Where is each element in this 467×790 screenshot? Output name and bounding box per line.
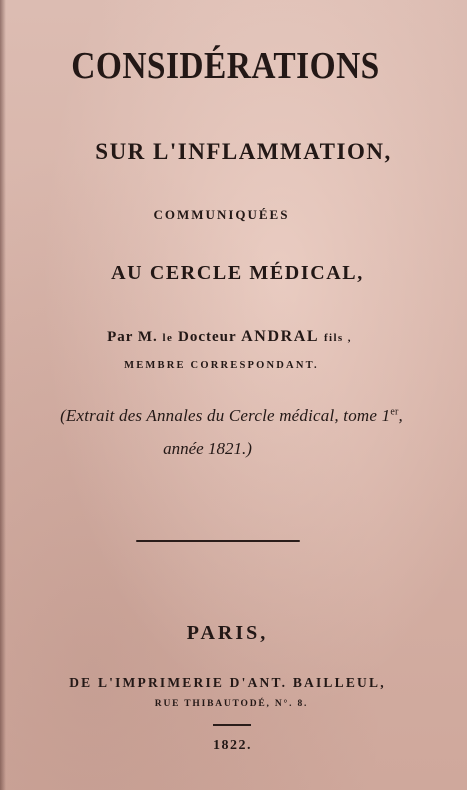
extract-superscript: er — [390, 406, 399, 418]
author-role: MEMBRE CORRESPONDANT. — [124, 360, 319, 371]
author-le: le — [162, 332, 174, 344]
audience-line: AU CERCLE MÉDICAL, — [111, 262, 364, 284]
imprint-printer: DE L'IMPRIMERIE D'ANT. BAILLEUL, — [69, 675, 386, 690]
author-suffix: fils , — [323, 332, 352, 344]
extract-tail: , — [398, 406, 403, 425]
extract-note — [0, 406, 465, 426]
book-gutter-shadow — [0, 0, 6, 790]
book-title: CONSIDÉRATIONS — [71, 45, 380, 87]
author-name: ANDRAL — [241, 328, 320, 345]
imprint-address: RUE THIBAUTODÉ, N°. 8. — [154, 699, 309, 709]
short-divider — [213, 724, 251, 726]
divider-rule — [136, 540, 300, 542]
author-title: Docteur — [178, 329, 237, 345]
extract-text: (Extrait des Annales du Cercle médical, tome 1 — [60, 406, 391, 425]
book-subtitle: SUR L'INFLAMMATION, — [95, 139, 392, 164]
communication-line: COMMUNIQUÉES — [153, 207, 290, 222]
imprint-year: 1822. — [213, 738, 252, 753]
author-line — [0, 328, 463, 346]
extract-year: année 1821.) — [163, 439, 252, 458]
author-prefix: Par M. — [107, 329, 158, 345]
imprint-city: PARIS, — [186, 622, 269, 644]
